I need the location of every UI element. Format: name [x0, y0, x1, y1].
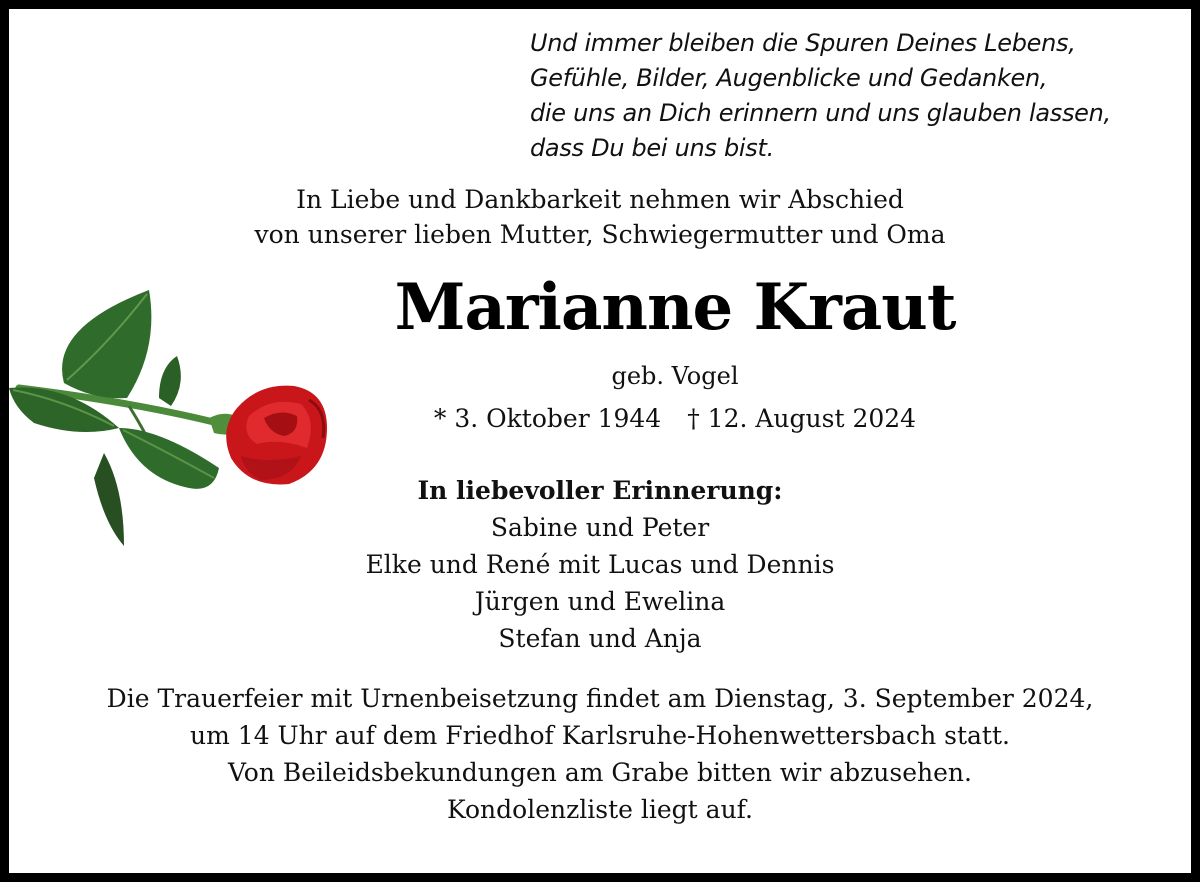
intro-text	[0, 182, 1200, 252]
deceased-name: Marianne Kraut	[394, 270, 956, 345]
mourner-line: Stefan und Anja	[498, 624, 702, 653]
red-rose-icon	[9, 288, 339, 550]
funeral-notice	[0, 680, 1200, 828]
mourner-line: Jürgen und Ewelina	[474, 587, 726, 616]
birth-date: * 3. Oktober 1944	[433, 404, 662, 433]
funeral-line: Von Beileidsbekundungen am Grabe bitten wir abzusehen.	[228, 758, 972, 787]
poem-line: Und immer bleiben die Spuren Deines Lebens,	[530, 29, 1076, 57]
mourner-line: Elke und René mit Lucas und Dennis	[365, 550, 835, 579]
death-date: † 12. August 2024	[687, 404, 917, 433]
funeral-line: um 14 Uhr auf dem Friedhof Karlsruhe-Hohenwettersbach statt.	[190, 721, 1010, 750]
memory-heading: In liebevoller Erinnerung:	[417, 476, 783, 505]
funeral-line: Kondolenzliste liegt auf.	[447, 795, 753, 824]
poem-line: dass Du bei uns bist.	[530, 134, 774, 162]
born-name: geb. Vogel	[611, 362, 739, 390]
poem	[530, 26, 1170, 166]
poem-line: Gefühle, Bilder, Augenblicke und Gedanken,	[530, 64, 1048, 92]
funeral-line: Die Trauerfeier mit Urnenbeisetzung findet am Dienstag, 3. September 2024,	[106, 684, 1094, 713]
poem-line: die uns an Dich erinnern und uns glauben lassen,	[530, 99, 1111, 127]
mourner-line: Sabine und Peter	[490, 513, 710, 542]
intro-line: In Liebe und Dankbarkeit nehmen wir Abschied	[296, 185, 904, 214]
life-dates	[330, 404, 1020, 433]
mourners-block	[300, 472, 900, 657]
intro-line: von unserer lieben Mutter, Schwiegermutter und Oma	[254, 220, 946, 249]
